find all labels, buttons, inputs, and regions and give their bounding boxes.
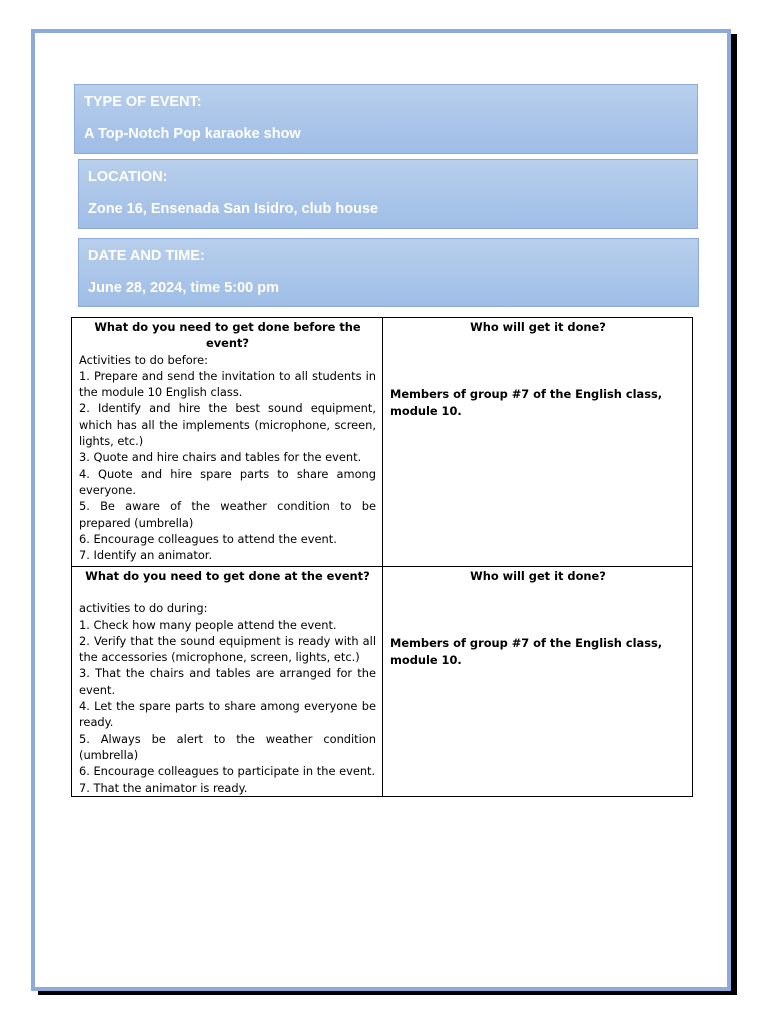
location-value: Zone 16, Ensenada San Isidro, club house bbox=[88, 201, 379, 217]
list-item: 3. That the chairs and tables are arranged for the event. bbox=[79, 666, 376, 697]
before-who-value: Members of group #7 of the English class, module 10. bbox=[390, 387, 663, 418]
during-who-heading: Who will get it done? bbox=[470, 569, 606, 583]
table-row bbox=[72, 318, 693, 567]
before-intro: Activities to do before: bbox=[79, 352, 208, 367]
list-item: 6. Encourage colleagues to attend the event. bbox=[79, 531, 337, 546]
list-item: 7. Identify an animator. bbox=[79, 548, 213, 563]
list-item: 3. Quote and hire chairs and tables for the event. bbox=[79, 450, 362, 465]
table-row bbox=[72, 567, 693, 797]
location-banner bbox=[78, 159, 698, 229]
datetime-value: June 28, 2024, time 5:00 pm bbox=[88, 280, 280, 296]
location-label: LOCATION: bbox=[88, 169, 168, 185]
during-cell bbox=[72, 567, 383, 797]
spacer bbox=[79, 584, 376, 600]
during-intro: activities to do during: bbox=[79, 601, 208, 616]
event-type-value: A Top-Notch Pop karaoke show bbox=[84, 126, 301, 142]
list-item: 5. Be aware of the weather condition to be prepared (umbrella) bbox=[79, 499, 376, 530]
list-item: 2. Identify and hire the best sound equipment, which has all the implements (microphone, screen, lights, etc.) bbox=[79, 401, 376, 449]
before-who-cell bbox=[383, 318, 693, 567]
datetime-label: DATE AND TIME: bbox=[88, 248, 205, 264]
list-item: 1. Prepare and send the invitation to all students in the module 10 English class. bbox=[79, 368, 376, 400]
list-item: 7. That the animator is ready. bbox=[79, 780, 248, 795]
list-item: 1. Check how many people attend the event. bbox=[79, 617, 337, 632]
during-who-cell bbox=[383, 567, 693, 797]
list-item: 4. Let the spare parts to share among everyone be ready. bbox=[79, 699, 376, 730]
before-question: What do you need to get done before the event? bbox=[94, 320, 361, 351]
during-who-value: Members of group #7 of the English class, module 10. bbox=[390, 636, 663, 667]
list-item: 4. Quote and hire spare parts to share among everyone. bbox=[79, 466, 376, 497]
before-who-heading: Who will get it done? bbox=[470, 320, 606, 334]
planning-table bbox=[71, 317, 693, 797]
datetime-banner bbox=[78, 238, 699, 307]
list-item: 6. Encourage colleagues to participate in the event. bbox=[79, 764, 376, 779]
list-item: 2. Verify that the sound equipment is ready with all the accessories (microphone, screen, lights, etc.) bbox=[79, 633, 376, 665]
before-cell bbox=[72, 318, 383, 567]
event-type-banner bbox=[74, 84, 698, 154]
event-type-label: TYPE OF EVENT: bbox=[84, 94, 202, 110]
list-item: 5. Always be alert to the weather condition (umbrella) bbox=[79, 731, 376, 762]
during-question: What do you need to get done at the event? bbox=[85, 569, 370, 583]
